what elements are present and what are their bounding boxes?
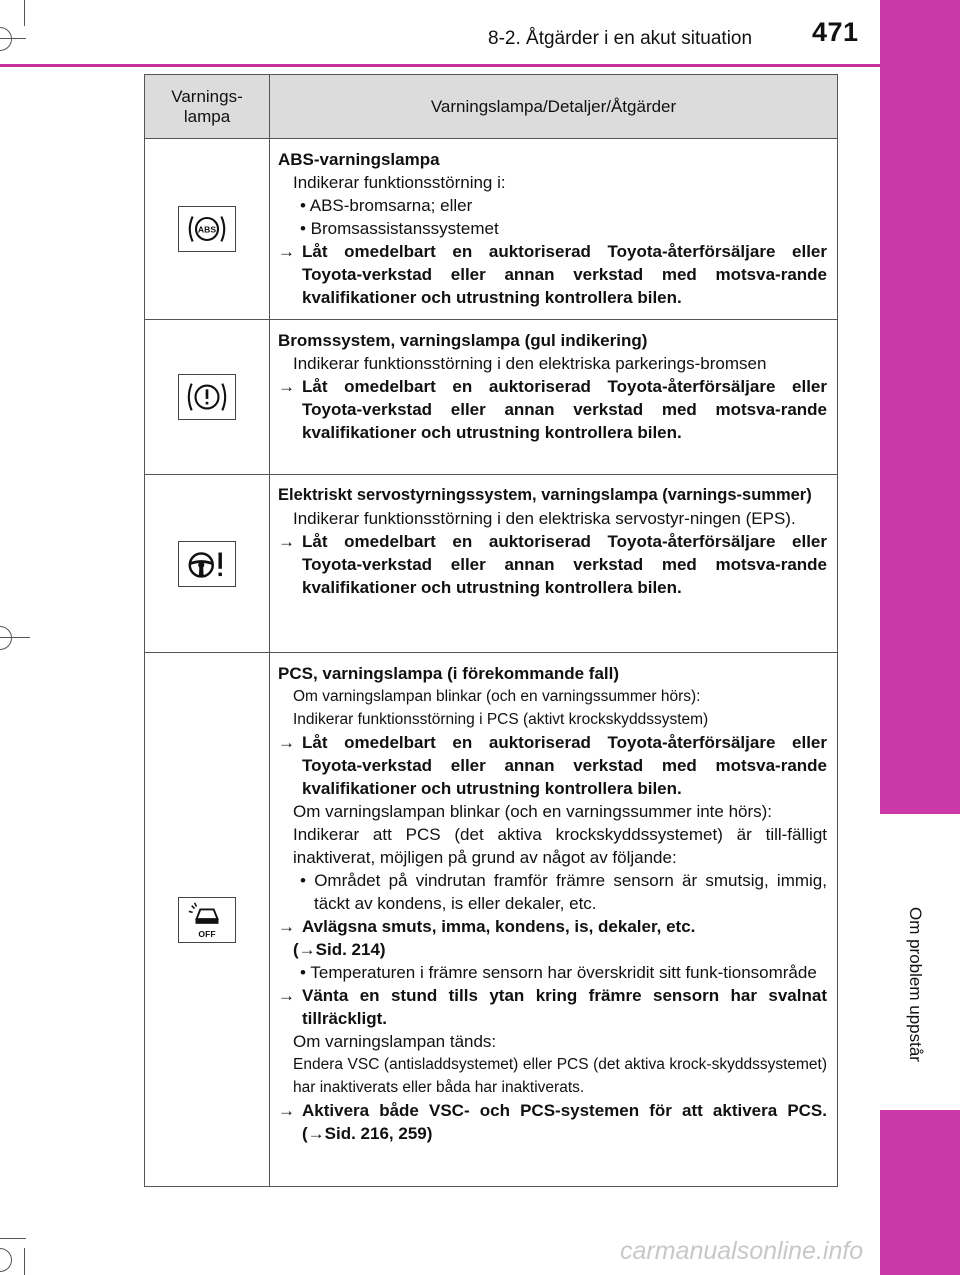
- abs-icon-label: ABS: [197, 224, 217, 235]
- crop-mark: [0, 1238, 26, 1239]
- condition-text: Om varningslampan blinkar (och en varningssummer hörs):: [293, 688, 701, 705]
- header-rule: [0, 64, 880, 67]
- pcs-off-warning-icon: [178, 897, 236, 943]
- action-text: → Låt omedelbart en auktoriserad Toyota-återförsäljare eller Toyota-verkstad eller annan verkstad med motsva-rande kvalifikationer och utrustning kontrollera bilen.: [278, 242, 827, 307]
- watermark: carmanualsonline.info: [620, 1237, 864, 1265]
- pcs-icon-label: OFF: [198, 928, 216, 939]
- page-reference: (→Sid. 214): [293, 940, 386, 959]
- abs-warning-icon: [178, 206, 236, 252]
- action-text: → Låt omedelbart en auktoriserad Toyota-återförsäljare eller Toyota-verkstad eller annan verkstad med motsva-rande kvalifikationer och utrustning kontrollera bilen.: [278, 532, 827, 597]
- lamp-description: Indikerar funktionsstörning i den elektriska parkerings-bromsen: [293, 354, 767, 373]
- crop-mark: [0, 626, 12, 650]
- action-text: → Avlägsna smuts, imma, kondens, is, dekaler, etc.: [278, 917, 696, 936]
- warning-lamp-table: [144, 74, 838, 1187]
- brake-system-warning-icon: [178, 374, 236, 420]
- condition-text: Om varningslampan blinkar (och en varningssummer inte hörs):: [293, 802, 773, 821]
- crop-mark: [0, 27, 12, 51]
- section-title: 8-2. Åtgärder i en akut situation: [488, 28, 753, 49]
- crop-mark: [24, 1248, 25, 1275]
- page-number: 471: [812, 17, 859, 47]
- crop-mark: [0, 1248, 12, 1272]
- lamp-title: ABS-varningslampa: [278, 150, 440, 169]
- action-text: → Låt omedelbart en auktoriserad Toyota-återförsäljare eller Toyota-verkstad eller annan verkstad med motsva-rande kvalifikationer och utrustning kontrollera bilen.: [278, 733, 827, 798]
- table-row: [145, 320, 838, 475]
- power-steering-warning-icon: [178, 541, 236, 587]
- column-header-details: Varningslampa/Detaljer/Åtgärder: [270, 75, 838, 139]
- details-cell: [270, 475, 838, 653]
- lamp-title: PCS, varningslampa (i förekommande fall): [278, 664, 620, 683]
- column-header-lamp: Varnings- lampa: [145, 75, 270, 139]
- icon-cell: [145, 139, 270, 320]
- bullet-item: • Området på vindrutan framför främre sensorn är smutsig, immig, täckt av kondens, is eller dekaler, etc.: [300, 871, 827, 913]
- icon-cell: [145, 475, 270, 653]
- chapter-number: 8: [902, 840, 913, 860]
- details-cell: [270, 653, 838, 1187]
- arrow-icon: →: [278, 1101, 295, 1120]
- action-text: → Vänta en stund tills ytan kring främre sensorn har svalnat tillräckligt.: [278, 986, 827, 1028]
- lamp-description: Endera VSC (antisladdsystemet) eller PCS (det aktiva krock-skyddssystemet) har inaktiverats eller båda har inaktiverats.: [293, 1056, 827, 1096]
- details-cell: [270, 320, 838, 475]
- bullet-item: • Temperaturen i främre sensorn har överskridit sitt funk-tionsområde: [300, 963, 817, 982]
- chapter-title: Om problem uppstår: [906, 907, 925, 1062]
- lamp-description: Indikerar funktionsstörning i PCS (aktivt krockskyddssystem): [293, 711, 709, 728]
- bullet-item: • ABS-bromsarna; eller: [300, 196, 473, 215]
- arrow-icon: →: [278, 917, 295, 936]
- arrow-icon: →: [278, 377, 295, 396]
- table-row: [145, 139, 838, 320]
- bullet-item: • Bromsassistanssystemet: [300, 219, 499, 238]
- details-cell: [270, 139, 838, 320]
- arrow-icon: →: [278, 532, 295, 551]
- crop-mark: [24, 0, 25, 26]
- arrow-icon: →: [278, 986, 295, 1005]
- table-row: [145, 475, 838, 653]
- lamp-title: Bromssystem, varningslampa (gul indikering): [278, 331, 648, 350]
- table-row: [145, 653, 838, 1187]
- icon-cell: [145, 653, 270, 1187]
- lamp-description: Indikerar att PCS (det aktiva krockskyddssystemet) är till-fälligt inaktiverat, möjligen på grund av något av följande:: [293, 825, 827, 867]
- lamp-description: Indikerar funktionsstörning i:: [293, 173, 506, 192]
- action-text: → Låt omedelbart en auktoriserad Toyota-återförsäljare eller Toyota-verkstad eller annan verkstad med motsva-rande kvalifikationer och utrustning kontrollera bilen.: [278, 377, 827, 442]
- lamp-title: Elektriskt servostyrningssystem, varningslampa (varnings-summer): [278, 486, 812, 504]
- icon-cell: [145, 320, 270, 475]
- arrow-icon: →: [278, 733, 295, 752]
- arrow-icon: →: [278, 242, 295, 261]
- action-text: → Aktivera både VSC- och PCS-systemen för att aktivera PCS. (→Sid. 216, 259): [278, 1101, 827, 1143]
- lamp-description: Indikerar funktionsstörning i den elektriska servostyr-ningen (EPS).: [293, 509, 796, 528]
- condition-text: Om varningslampan tänds:: [293, 1032, 497, 1051]
- table-header-row: [145, 75, 838, 139]
